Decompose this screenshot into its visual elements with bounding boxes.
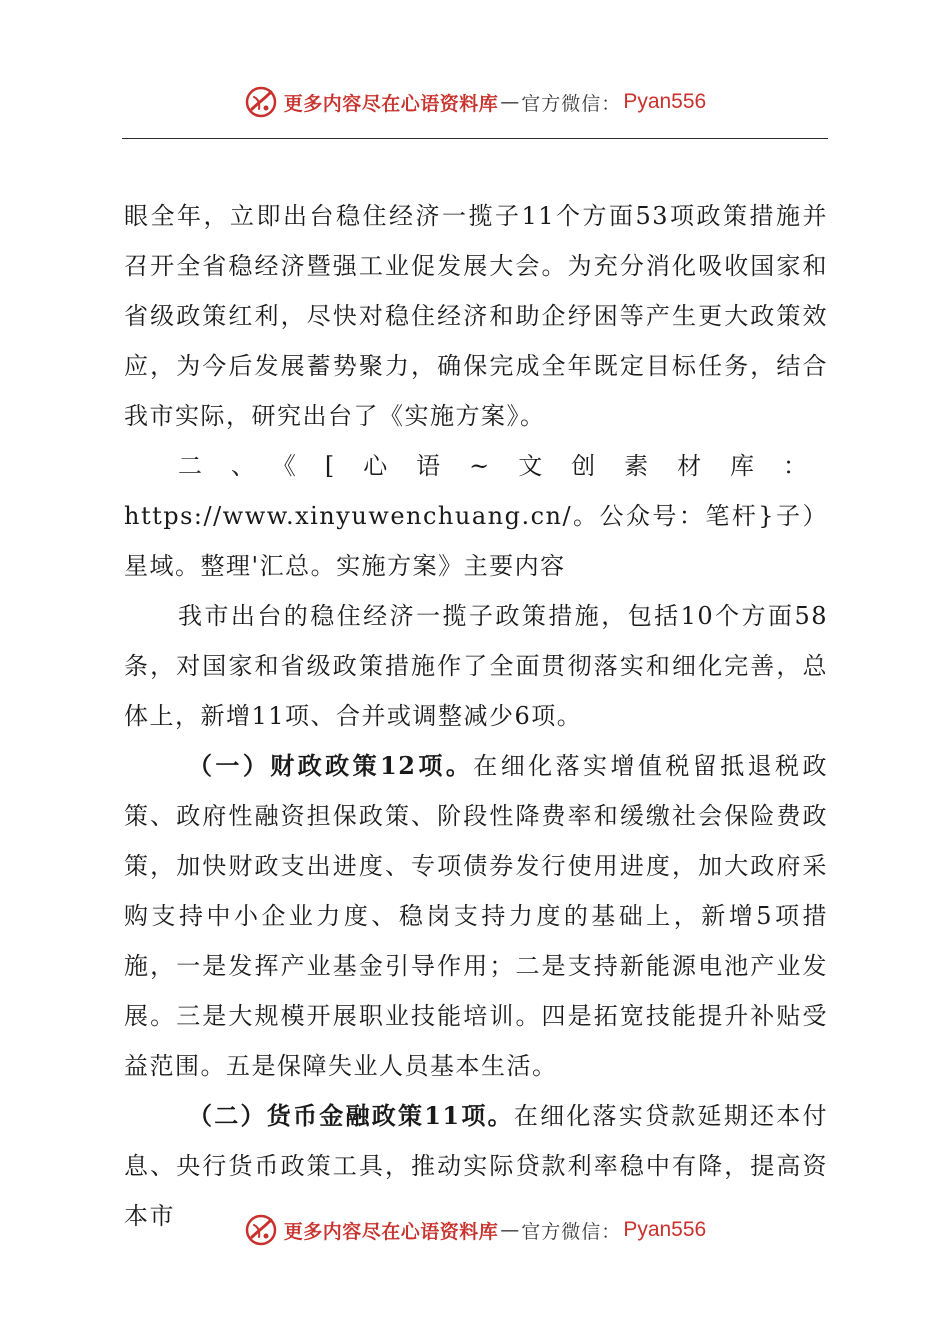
header-dash: — [500, 91, 520, 113]
paragraph-2 [124, 441, 828, 591]
footer-site-text: 更多内容尽在心语资料库 [283, 1220, 499, 1243]
document-body [124, 191, 828, 1241]
brush-seal-logo-icon [244, 85, 278, 119]
footer-banner [0, 1208, 950, 1252]
footer-dash: — [500, 1219, 520, 1241]
footer-wechat-label: 官方微信： [521, 1220, 622, 1243]
paragraph-3: 我市出台的稳住经济一揽子政策措施，包括10个方面58条，对国家和省级政策措施作了全面贯彻落实和细化完善，总体上，新增11项、合并或调整减少6项。 [124, 602, 828, 730]
paragraph-4 [124, 741, 828, 1091]
monetary-policy-text: 在细化落实贷款延期还本付息、央行货币政策工具，推动实际贷款利率稳中有降，提高资本市 [124, 1102, 829, 1230]
header-divider [122, 138, 828, 139]
header-banner [0, 80, 950, 124]
fiscal-policy-text: 在细化落实增值税留抵退税政策、政府性融资担保政策、阶段性降费率和缓缴社会保险费政策，加快财政支出进度、专项债券发行使用进度，加大政府采购支持中小企业力度、稳岗支持力度的基础上，新增5项措施，一是发挥产业基金引导作用；二是支持新能源电池产业发展。三是大规模开展职业技能培训。四是拓宽技能提升补贴受益范围。五是保障失业人员基本生活。 [124, 752, 828, 1080]
header-wechat-id: Pyan556 [623, 90, 707, 113]
section-two-url-text: https://www.xinyuwenchuang.cn/。公众号：笔杆}子）星域。整理'汇总。实施方案》主要内容 [124, 502, 828, 580]
brush-seal-logo-icon [244, 1213, 278, 1247]
header-site-text: 更多内容尽在心语资料库 [283, 92, 499, 115]
paragraph-1: 眼全年，立即出台稳住经济一揽子11个方面53项政策措施并召开全省稳经济暨强工业促发展大会。为充分消化吸收国家和省级政策红利，尽快对稳住经济和助企纾困等产生更大政策效应，为今后发展蓄势聚力，确保完成全年既定目标任务，结合我市实际，研究出台了《实施方案》。 [124, 202, 828, 430]
fiscal-policy-heading: （一）财政政策12项。 [188, 751, 474, 780]
section-two-heading: 二、《[心语~文创素材库： [178, 452, 828, 480]
monetary-policy-heading: （二）货币金融政策11项。 [188, 1101, 514, 1130]
footer-wechat-id: Pyan556 [623, 1218, 707, 1241]
header-wechat-label: 官方微信： [521, 92, 622, 115]
